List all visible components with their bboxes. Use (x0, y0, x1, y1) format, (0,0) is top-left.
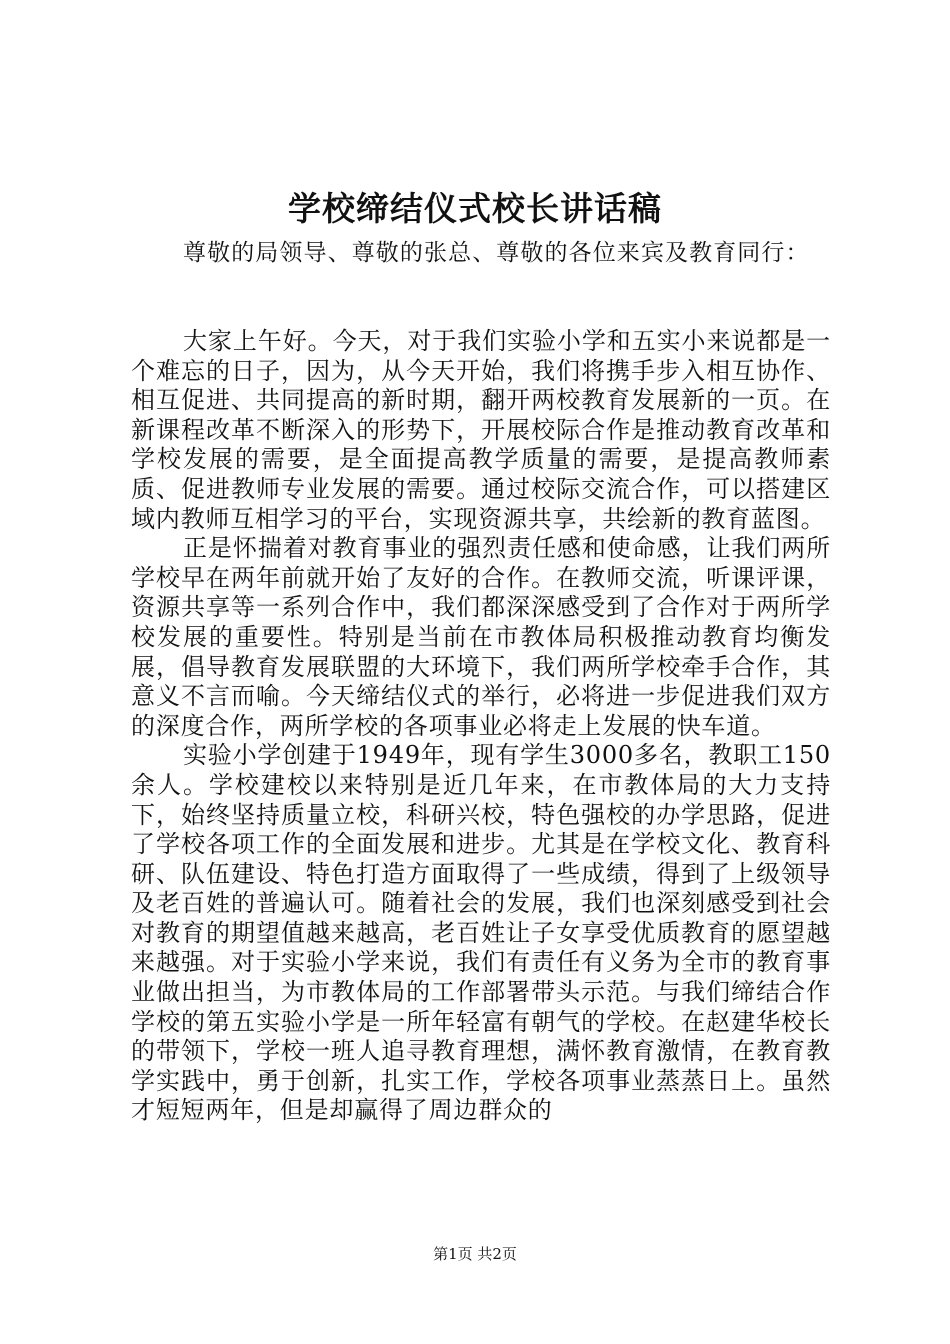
document-title: 学校缔结仪式校长讲话稿 (288, 189, 662, 228)
greeting-line: 尊敬的局领导、尊敬的张总、尊敬的各位来宾及教育同行： (183, 240, 810, 266)
paragraph-1: 大家上午好。今天，对于我们实验小学和五实小来说都是一个难忘的日子，因为，从今天开始，我们将携手步入相互协作、相互促进、共同提高的新时期，翻开两校教育发展新的一页。在新课程改革不断深入的形势下，开展校际合作是推动教育改革和学校发展的需要，是全面提高教学质量的需要，是提高教师素质、促进教师专业发展的需要。通过校际交流合作，可以搭建区域内教师互相学习的平台，实现资源共享，共绘新的教育蓝图。 (131, 327, 831, 533)
document-body (131, 238, 831, 1126)
paragraph-2: 正是怀揣着对教育事业的强烈责任感和使命感，让我们两所学校早在两年前就开始了友好的合作。在教师交流，听课评课，资源共享等一系列合作中，我们都深深感受到了合作对于两所学校发展的重要性。特别是当前在市教体局积极推动教育均衡发展，倡导教育发展联盟的大环境下，我们两所学校牵手合作，其意义不言而喻。今天缔结仪式的举行，必将进一步促进我们双方的深度合作，两所学校的各项事业必将走上发展的快车道。 (131, 534, 831, 740)
page-footer: 第1页 共2页 (433, 1245, 517, 1263)
paragraph-3: 实验小学创建于1949年，现有学生3000多名，教职工150余人。学校建校以来特别是近几年来，在市教体局的大力支持下，始终坚持质量立校，科研兴校，特色强校的办学思路，促进了学校各项工作的全面发展和进步。尤其是在学校文化、教育科研、队伍建设、特色打造方面取得了一些成绩，得到了上级领导及老百姓的普遍认可。随着社会的发展，我们也深刻感受到社会对教育的期望值越来越高，老百姓让子女享受优质教育的愿望越来越强。对于实验小学来说，我们有责任有义务为全市的教育事业做出担当，为市教体局的工作部署带头示范。与我们缔结合作学校的第五实验小学是一所年轻富有朝气的学校。在赵建华校长的带领下，学校一班人追寻教育理想，满怀教育激情，在教育教学实践中，勇于创新，扎实工作，学校各项事业蒸蒸日上。虽然才短短两年，但是却赢得了周边群众的 (131, 741, 831, 1125)
